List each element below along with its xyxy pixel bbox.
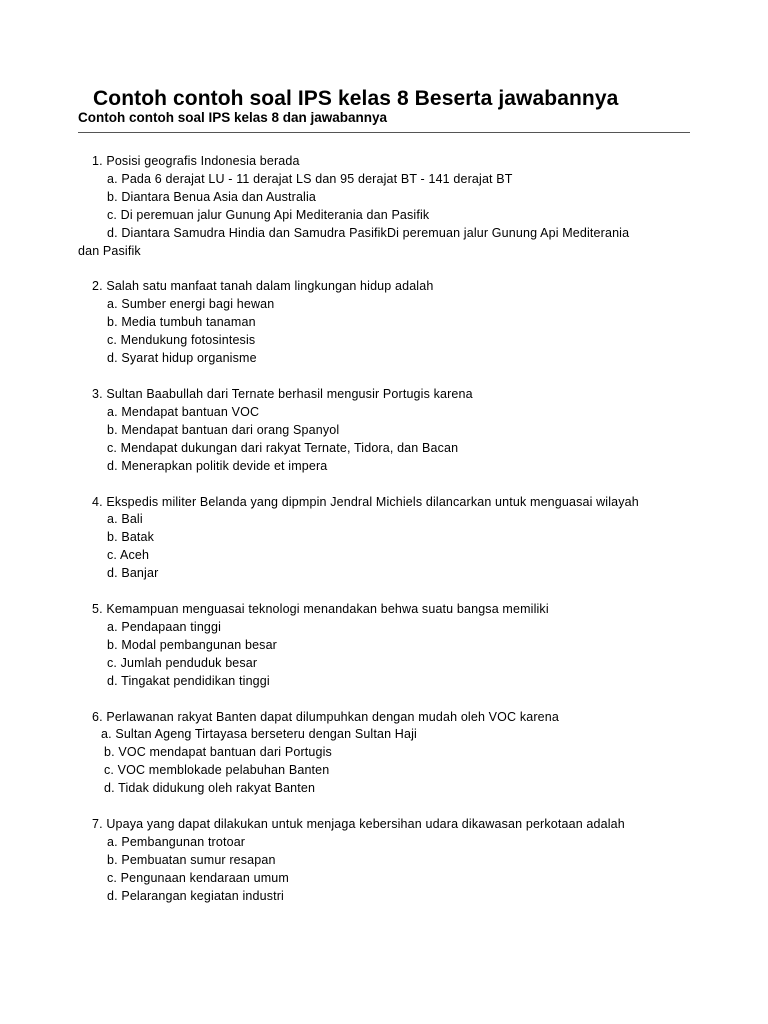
option-c: c. Aceh <box>107 548 150 563</box>
option-d-continuation: dan Pasifik <box>78 243 141 258</box>
option-d <box>78 225 690 261</box>
option-a: a. Sultan Ageng Tirtayasa berseteru dengan Sultan Haji <box>101 727 417 742</box>
option-a: a. Mendapat bantuan VOC <box>107 404 260 419</box>
option-c: c. Di peremuan jalur Gunung Api Mediterania dan Pasifik <box>107 207 430 222</box>
question-text: 7. Upaya yang dapat dilakukan untuk menjaga kebersihan udara dikawasan perkotaan adalah <box>92 817 625 832</box>
question-1 <box>78 153 690 260</box>
question-text: 6. Perlawanan rakyat Banten dapat dilumpuhkan dengan mudah oleh VOC karena <box>92 709 559 724</box>
question-2 <box>78 278 690 368</box>
question-4 <box>78 494 690 584</box>
option-b: b. Modal pembangunan besar <box>107 637 277 652</box>
question-7 <box>78 816 690 906</box>
option-b: b. Media tumbuh tanaman <box>107 315 256 330</box>
question-text: 1. Posisi geografis Indonesia berada <box>92 154 300 168</box>
option-d: d. Tidak didukung oleh rakyat Banten <box>104 781 316 796</box>
question-text: 2. Salah satu manfaat tanah dalam lingkungan hidup adalah <box>92 279 434 294</box>
document-subtitle: Contoh contoh soal IPS kelas 8 dan jawabannya <box>78 110 388 125</box>
option-d: d. Banjar <box>107 566 159 581</box>
question-text: 3. Sultan Baabullah dari Ternate berhasil mengusir Portugis karena <box>92 386 473 401</box>
option-a: a. Pada 6 derajat LU - 11 derajat LS dan 95 derajat BT - 141 derajat BT <box>107 171 513 186</box>
option-d: d. Pelarangan kegiatan industri <box>107 888 284 903</box>
question-6 <box>78 709 690 799</box>
option-d: d. Tingakat pendidikan tinggi <box>107 673 270 688</box>
option-c: c. Jumlah penduduk besar <box>107 655 258 670</box>
option-b: b. Diantara Benua Asia dan Australia <box>107 189 317 204</box>
option-b: b. VOC mendapat bantuan dari Portugis <box>104 745 332 760</box>
option-c: c. Pengunaan kendaraan umum <box>107 870 289 885</box>
question-3 <box>78 386 690 476</box>
header-divider <box>78 132 690 133</box>
option-a: a. Bali <box>107 512 143 527</box>
question-text: 5. Kemampuan menguasai teknologi menandakan behwa suatu bangsa memiliki <box>92 602 549 617</box>
option-b: b. Mendapat bantuan dari orang Spanyol <box>107 422 340 437</box>
option-d-text: d. Diantara Samudra Hindia dan Samudra PasifikDi peremuan jalur Gunung Api Mediterania <box>107 225 630 240</box>
question-text: 4. Ekspedis militer Belanda yang dipmpin Jendral Michiels dilancarkan untuk menguasai wilayah <box>92 494 639 509</box>
option-a: a. Pendapaan tinggi <box>107 619 222 634</box>
option-a: a. Pembangunan trotoar <box>107 835 246 849</box>
question-list <box>78 153 690 924</box>
option-b: b. Pembuatan sumur resapan <box>107 852 276 867</box>
option-c: c. VOC memblokade pelabuhan Banten <box>104 763 330 778</box>
option-c: c. Mendukung fotosintesis <box>107 333 256 348</box>
question-5 <box>78 601 690 691</box>
option-c: c. Mendapat dukungan dari rakyat Ternate, Tidora, dan Bacan <box>107 440 459 455</box>
option-a: a. Sumber energi bagi hewan <box>107 297 275 312</box>
option-d: d. Syarat hidup organisme <box>107 351 257 366</box>
option-d: d. Menerapkan politik devide et impera <box>107 458 328 473</box>
option-b: b. Batak <box>107 530 155 545</box>
document-title: Contoh contoh soal IPS kelas 8 Beserta jawabannya <box>93 87 619 110</box>
